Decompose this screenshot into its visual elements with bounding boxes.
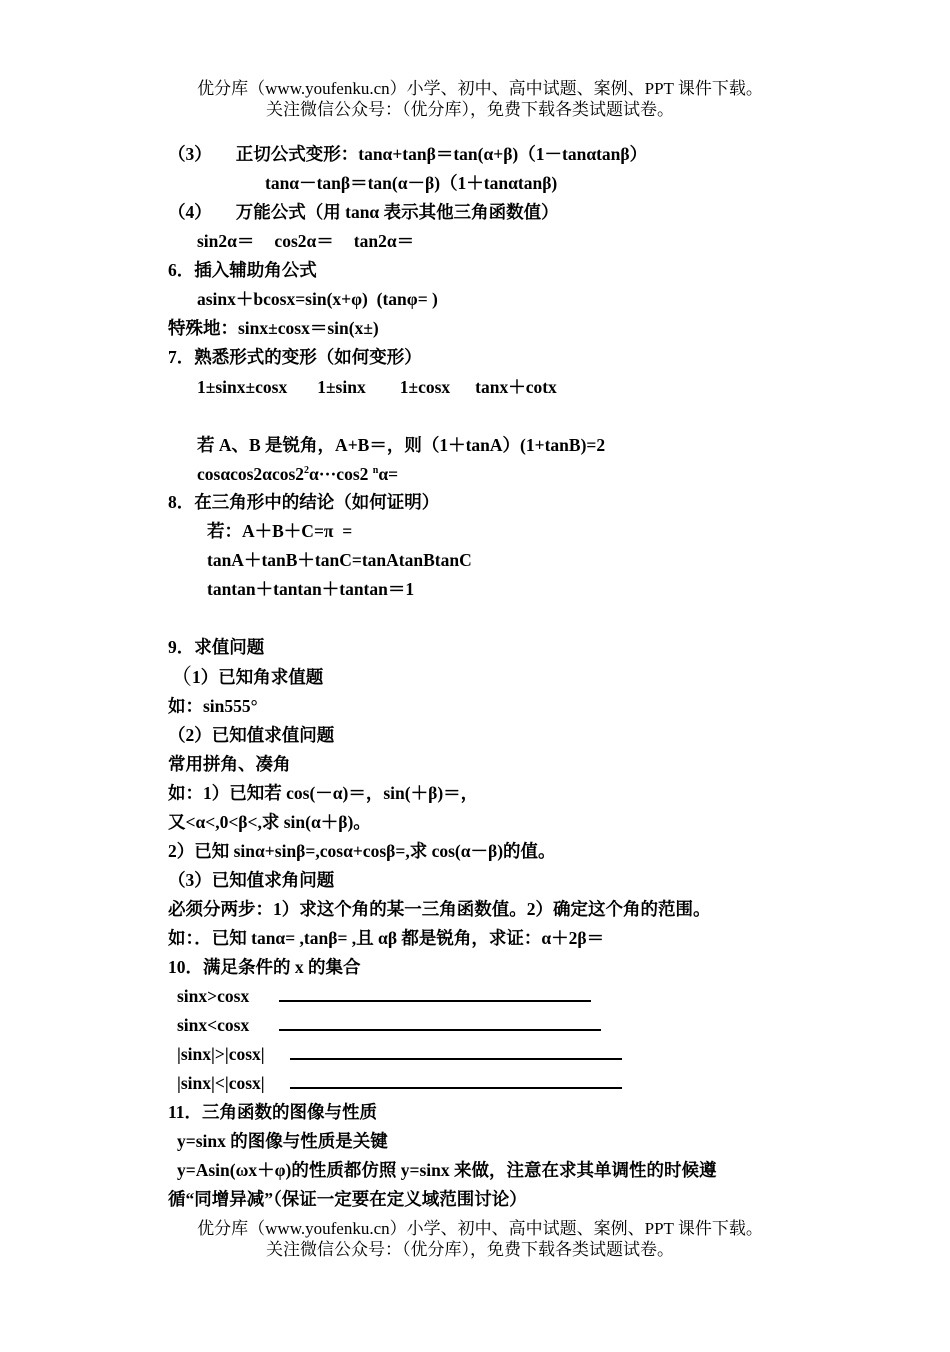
asin-property-note: y=Asin(ωx＋φ)的性质都仿照 y=sinx 来做，注意在求其单调性的时候遵 [177, 1160, 717, 1180]
section-11-title: 11．三角函数的图像与性质 [168, 1102, 378, 1122]
condition-row [177, 1043, 622, 1065]
known-value-desc: 常用拼角、凑角 [168, 754, 291, 774]
section-10-title: 10．满足条件的 x 的集合 [168, 957, 361, 977]
sin2a-formula: sin2α＝ [197, 231, 255, 251]
condition-label: |sinx|>|cosx| [177, 1044, 265, 1064]
section-8-title: 8．在三角形中的结论（如何证明） [168, 492, 440, 512]
condition-label: sinx<cosx [177, 1015, 250, 1035]
condition-row [177, 985, 591, 1007]
answer-blank [290, 1043, 622, 1060]
asin-property-note-cont: 循“同增异减”（保证一定要在定义域范围讨论） [168, 1189, 527, 1209]
header-line-1: 优分库（www.youfenku.cn）小学、初中、高中试题、案例、PPT 课件下载。 [197, 79, 763, 98]
universal-formula-text: 万能公式（用 tanα 表示其他三角函数值） [235, 202, 559, 222]
answer-blank [279, 1014, 601, 1031]
form-4: tanx＋cotx [475, 377, 557, 397]
example-3: 如：．已知 tanα= ,tanβ= ,且 αβ 都是锐角，求证：α＋2β＝ [168, 928, 605, 948]
cos-product-exponent: n [372, 465, 379, 476]
universal-formula-list [197, 230, 414, 252]
example-2a: 如：1）已知若 cos(－α)＝，sin(＋β)＝， [168, 783, 479, 803]
known-angle-text: 1）已知角求值题 [192, 667, 324, 687]
example-sin555: 如：sin555° [168, 696, 258, 716]
item-number: （4） [168, 202, 212, 222]
page-header [0, 78, 950, 120]
tan2a-formula: tan2α＝ [353, 231, 415, 251]
known-angle-title [170, 666, 323, 688]
tan-transform-line-2: tanα－tanβ＝tan(α－β)（1＋tanαtanβ) [265, 173, 558, 193]
cos-product-exponent: 2 [304, 465, 310, 476]
acute-angle-condition: 若 A、B 是锐角，A+B＝，则（1＋tanA）(1+tanB)=2 [197, 435, 606, 455]
cos-product-part: cosαcos2αcos2 [197, 464, 305, 484]
cos-product-formula [197, 463, 398, 485]
universal-formula-title [168, 201, 559, 223]
example-2c: 2）已知 sinα+sinβ=,cosα+cosβ=,求 cos(α－β)的值。 [168, 841, 556, 861]
sinx-key-note: y=sinx 的图像与性质是关键 [177, 1131, 388, 1151]
triangle-tan-identity: tanA＋tanB＋tanC=tanAtanBtanC [207, 550, 472, 570]
aux-angle-formula: asinx＋bcosx=sin(x+φ) (tanφ= ) [197, 289, 438, 309]
form-1: 1±sinx±cosx [197, 377, 288, 397]
condition-row [177, 1072, 622, 1094]
cos-product-part: α= [378, 464, 399, 484]
item-number: （3） [168, 144, 212, 164]
cos2a-formula: cos2α＝ [274, 231, 334, 251]
condition-row [177, 1014, 601, 1036]
section-9-title: 9．求值问题 [168, 637, 265, 657]
triangle-half-tan-identity: tantan＋tantan＋tantan＝1 [207, 579, 415, 599]
footer-line-1: 优分库（www.youfenku.cn）小学、初中、高中试题、案例、PPT 课件下载。 [197, 1219, 763, 1238]
answer-blank [279, 985, 591, 1002]
example-2b: 又<α<,0<β<,求 sin(α＋β)。 [168, 812, 371, 832]
tan-transform-text: 正切公式变形：tanα+tanβ＝tan(α+β)（1－tanαtanβ） [235, 144, 648, 164]
known-value-angle-desc: 必须分两步：1）求这个角的某一三角函数值。2）确定这个角的范围。 [168, 899, 711, 919]
answer-blank [290, 1072, 622, 1089]
tan-transform-line-1 [168, 143, 647, 165]
header-line-2: 关注微信公众号：（优分库），免费下载各类试题试卷。 [266, 100, 674, 119]
known-value-title: （2）已知值求值问题 [168, 725, 335, 745]
aux-angle-special: 特殊地：sinx±cosx＝sin(x±) [168, 318, 379, 338]
footer-line-2: 关注微信公众号：（优分库），免费下载各类试题试卷。 [266, 1240, 674, 1259]
known-value-angle-title: （3）已知值求角问题 [168, 870, 335, 890]
section-7-title: 7．熟悉形式的变形（如何变形） [168, 347, 422, 367]
condition-label: sinx>cosx [177, 986, 250, 1006]
paren: （ [170, 664, 193, 689]
section-6-title: 6．插入辅助角公式 [168, 260, 317, 280]
page-footer [0, 1218, 950, 1260]
cos-product-part: α···cos2 [309, 464, 373, 484]
triangle-condition: 若：A＋B＋C=π = [207, 521, 353, 541]
familiar-forms [197, 376, 557, 398]
form-3: 1±cosx [399, 377, 451, 397]
form-2: 1±sinx [317, 377, 366, 397]
condition-label: |sinx|<|cosx| [177, 1073, 265, 1093]
